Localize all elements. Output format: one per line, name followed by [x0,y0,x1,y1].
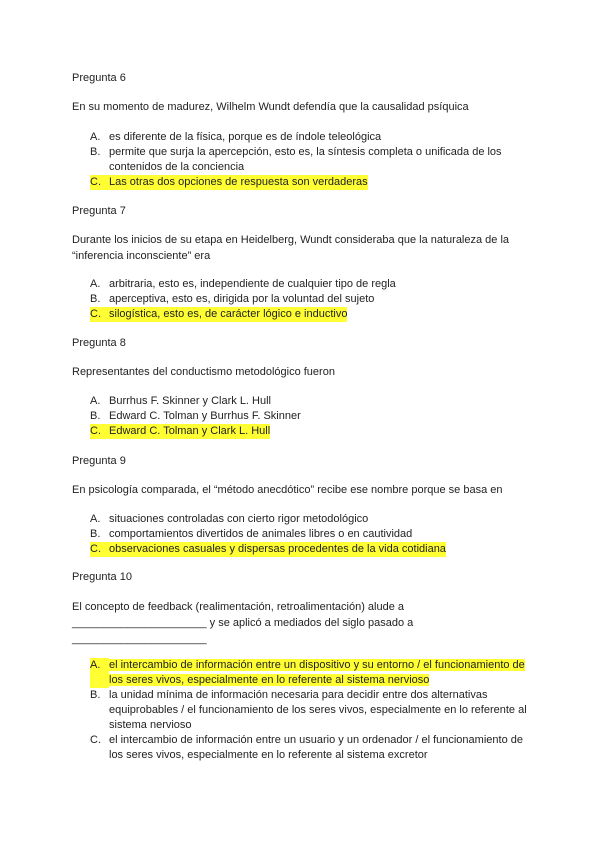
option-text: aperceptiva, esto es, dirigida por la voluntad del sujeto [109,293,375,305]
option-text: el intercambio de información entre un usuario y un ordenador / el funcionamiento de los seres vivos, especialmente en lo referente al sistema excretor [109,734,523,761]
question-text-line-2: ______________________ y se aplicó a mediados del siglo pasado a [72,617,414,629]
option-letter: B. [90,293,101,305]
option-a [90,277,530,292]
option-text: Edward C. Tolman y Burrhus F. Skinner [109,410,301,422]
option-letter: B. [90,689,101,701]
option-letter: A. [90,395,101,407]
option-b [90,688,530,733]
option-letter: A. [90,513,101,525]
answer-highlight [90,307,347,322]
answer-highlight [90,424,270,439]
option-text: arbitraria, esto es, independiente de cualquier tipo de regla [109,278,396,290]
option-text: situaciones controladas con cierto rigor metodológico [109,513,369,525]
question-text: Durante los inicios de su etapa en Heidelberg, Wundt consideraba que la naturaleza de la “inferencia inconsciente” era [72,234,510,262]
question-title: Pregunta 10 [72,571,132,583]
option-letter: C. [90,543,101,555]
question-title: Pregunta 6 [72,72,126,84]
question-text-line-1: El concepto de feedback (realimentación, retroalimentación) alude a [72,601,405,613]
option-c [90,733,530,763]
option-text: Edward C. Tolman y Clark L. Hull [109,425,271,437]
option-letter: B. [90,410,101,422]
option-text: la unidad mínima de información necesaria para decidir entre dos alternativas equiprobables / el funcionamiento de los seres vivos, especialmente en lo referente al sistema nervioso [109,689,527,731]
option-letter: C. [90,734,101,746]
option-text: es diferente de la física, porque es de índole teleológica [109,131,382,143]
option-a [90,394,530,409]
question-title: Pregunta 7 [72,205,126,217]
option-letter: A. [90,131,101,143]
option-text: el intercambio de información entre un dispositivo y su entorno / el funcionamiento de los seres vivos, especialmente en lo referente al sistema nervioso [109,659,525,686]
option-b [90,292,530,307]
question-text-line-3: ______________________ [72,633,207,645]
option-a [90,512,530,527]
option-a-correct [90,658,530,688]
option-letter: C. [90,308,101,320]
question-text: En psicología comparada, el “método anecdótico” recibe ese nombre porque se basa en [72,484,503,496]
option-text: permite que surja la apercepción, esto es, la síntesis completa o unificada de los contenidos de la conciencia [109,146,502,173]
option-text: comportamientos divertidos de animales libres o en cautividad [109,528,413,540]
option-c-correct [90,175,530,190]
option-text: Las otras dos opciones de respuesta son verdaderas [109,176,368,188]
option-letter: C. [90,176,101,188]
option-letter: A. [90,658,109,688]
option-letter: B. [90,146,101,158]
option-c-correct [90,424,530,439]
option-c-correct [90,542,530,557]
answer-highlight [90,175,368,190]
option-text: observaciones casuales y dispersas procedentes de la vida cotidiana [109,543,446,555]
option-letter: C. [90,425,101,437]
option-b [90,527,530,542]
question-text: Representantes del conductismo metodológico fueron [72,366,335,378]
option-letter: A. [90,278,101,290]
question-title: Pregunta 9 [72,455,126,467]
answer-highlight [90,542,446,557]
option-a [90,130,530,145]
option-b [90,409,530,424]
question-text: En su momento de madurez, Wilhelm Wundt defendía que la causalidad psíquica [72,101,469,113]
question-title: Pregunta 8 [72,337,126,349]
option-text: Burrhus F. Skinner y Clark L. Hull [109,395,271,407]
option-letter: B. [90,528,101,540]
option-c-correct [90,307,530,322]
option-text: silogística, esto es, de carácter lógico e inductivo [109,308,348,320]
option-b [90,145,530,175]
